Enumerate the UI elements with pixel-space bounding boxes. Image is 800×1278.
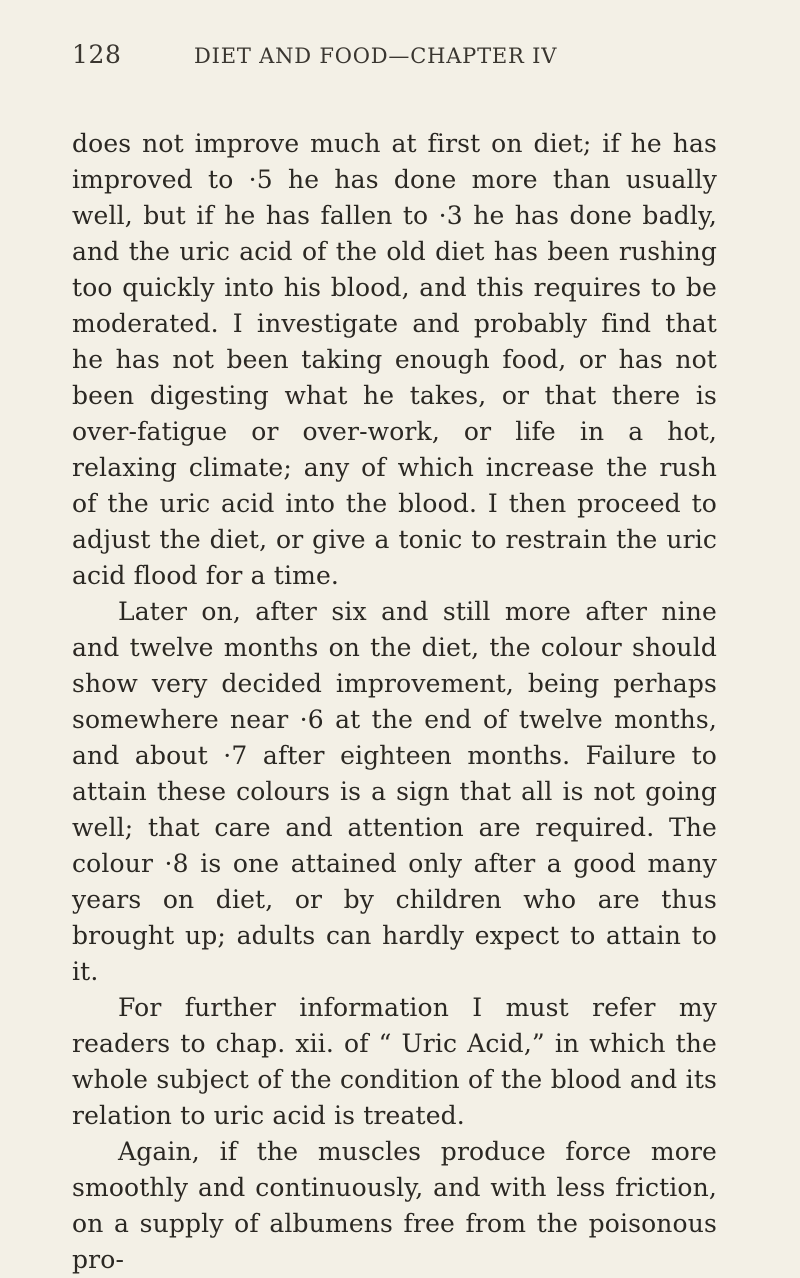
page-header [72,40,672,84]
paragraph: Again, if the muscles produce force more smoothly and continuously, and with less friction, on a supply of albumens free from the poisonous pro- [72,1137,717,1274]
page-number: 128 [72,40,122,69]
paragraph: does not improve much at first on diet; if he has improved to ·5 he has done more than usually well, but if he has fallen to ·3 he has done badly, and the uric acid of the old diet has been rushing too quickly into his blood, and this requires to be moderated. I investigate and probably find that he has not been taking enough food, or has not been digesting what he takes, or that there is over-fatigue or over-work, or life in a hot, relaxing climate; any of which increase the rush of the uric acid into the blood. I then proceed to adjust the diet, or give a tonic to restrain the uric acid flood for a time. [72,129,717,590]
running-head: DIET AND FOOD—CHAPTER IV [194,44,558,68]
body-text [72,126,717,1278]
paragraph: Later on, after six and still more after nine and twelve months on the diet, the colour should show very decided improvement, being perhaps somewhere near ·6 at the end of twelve months, and about ·7 after eighteen months. Failure to attain these colours is a sign that all is not going well; that care and attention are required. The colour ·8 is one attained only after a good many years on diet, or by children who are thus brought up; adults can hardly expect to attain to it. [72,597,717,986]
paragraph: For further information I must refer my readers to chap. xii. of “ Uric Acid,” in which the whole subject of the condition of the blood and its relation to uric acid is treated. [72,993,717,1130]
